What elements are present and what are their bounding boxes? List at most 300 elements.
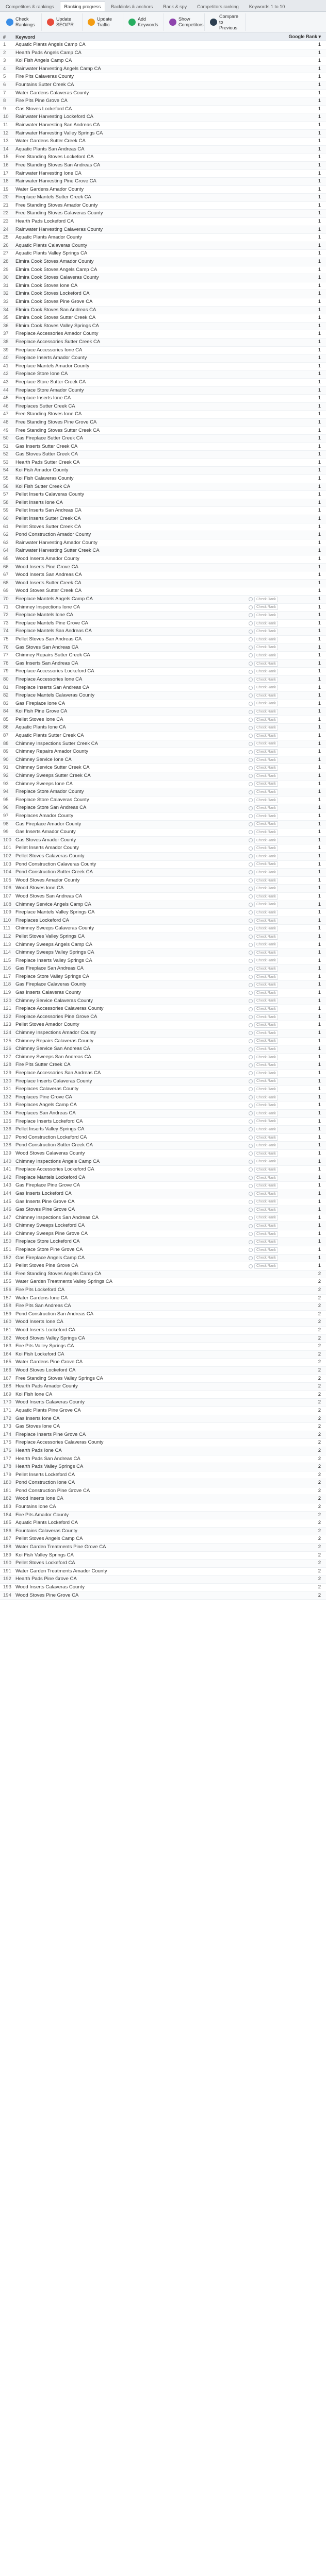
table-row[interactable] (0, 403, 326, 411)
table-row[interactable] (0, 1086, 326, 1094)
check-rank-button[interactable]: Check Rank (254, 1046, 278, 1052)
table-row[interactable] (0, 1318, 326, 1327)
check-rank-button[interactable]: Check Rank (254, 701, 278, 706)
table-row[interactable] (0, 1150, 326, 1158)
check-rank-button[interactable]: Check Rank (254, 934, 278, 940)
table-row[interactable] (0, 154, 326, 162)
radio-icon[interactable] (249, 653, 253, 657)
table-row[interactable] (0, 989, 326, 997)
table-row[interactable] (0, 1535, 326, 1544)
table-row[interactable] (0, 1190, 326, 1198)
radio-icon[interactable] (249, 1208, 253, 1212)
table-row[interactable] (0, 612, 326, 620)
radio-icon[interactable] (249, 597, 253, 601)
radio-icon[interactable] (249, 686, 253, 690)
table-row[interactable] (0, 97, 326, 106)
table-row[interactable] (0, 1415, 326, 1423)
table-row[interactable] (0, 435, 326, 443)
tab-2[interactable]: Backlinks & anchors (111, 4, 153, 9)
table-row[interactable] (0, 411, 326, 419)
check-rank-button[interactable]: Check Rank (254, 765, 278, 771)
check-rank-button[interactable]: Check Rank (254, 1022, 278, 1028)
table-row[interactable] (0, 652, 326, 660)
table-row[interactable] (0, 1487, 326, 1496)
table-row[interactable] (0, 555, 326, 564)
check-rank-button[interactable]: Check Rank (254, 685, 278, 690)
radio-icon[interactable] (249, 782, 253, 786)
check-rank-button[interactable]: Check Rank (254, 1071, 278, 1076)
radio-icon[interactable] (249, 693, 253, 698)
radio-icon[interactable] (249, 1079, 253, 1083)
radio-icon[interactable] (249, 822, 253, 826)
table-row[interactable] (0, 459, 326, 467)
table-row[interactable] (0, 1575, 326, 1584)
table-row[interactable] (0, 1005, 326, 1013)
check-rank-button[interactable]: Check Rank (254, 1127, 278, 1132)
table-row[interactable] (0, 1383, 326, 1391)
table-row[interactable] (0, 1375, 326, 1383)
radio-icon[interactable] (249, 1039, 253, 1043)
check-rank-button[interactable]: Check Rank (254, 982, 278, 988)
radio-icon[interactable] (249, 903, 253, 907)
tab-5[interactable]: Keywords 1 to 10 (249, 4, 285, 9)
table-row[interactable] (0, 1158, 326, 1166)
table-row[interactable] (0, 1327, 326, 1335)
table-row[interactable] (0, 1278, 326, 1286)
table-row[interactable] (0, 1471, 326, 1480)
check-rank-button[interactable]: Check Rank (254, 821, 278, 827)
table-row[interactable] (0, 467, 326, 475)
table-row[interactable] (0, 716, 326, 724)
check-rank-button[interactable]: Check Rank (254, 1111, 278, 1116)
radio-icon[interactable] (249, 806, 253, 810)
table-row[interactable] (0, 539, 326, 548)
table-row[interactable] (0, 370, 326, 379)
table-row[interactable] (0, 1061, 326, 1070)
table-row[interactable] (0, 1174, 326, 1182)
tab-4[interactable]: Competitors ranking (197, 4, 239, 9)
radio-icon[interactable] (249, 878, 253, 883)
table-row[interactable] (0, 1552, 326, 1560)
table-row[interactable] (0, 170, 326, 178)
radio-icon[interactable] (249, 1160, 253, 1164)
table-row[interactable] (0, 218, 326, 226)
table-row[interactable] (0, 973, 326, 981)
table-row[interactable] (0, 1045, 326, 1054)
table-row[interactable] (0, 531, 326, 539)
radio-icon[interactable] (249, 887, 253, 891)
table-row[interactable] (0, 363, 326, 371)
table-row[interactable] (0, 732, 326, 740)
check-rank-button[interactable]: Check Rank (254, 629, 278, 634)
check-rank-button[interactable]: Check Rank (254, 1118, 278, 1124)
radio-icon[interactable] (249, 1151, 253, 1156)
radio-icon[interactable] (249, 1224, 253, 1228)
radio-icon[interactable] (249, 758, 253, 762)
check-rank-button[interactable]: Check Rank (254, 910, 278, 916)
table-row[interactable] (0, 1118, 326, 1126)
table-row[interactable] (0, 692, 326, 700)
table-row[interactable] (0, 1182, 326, 1190)
radio-icon[interactable] (249, 774, 253, 778)
check-rank-button[interactable]: Check Rank (254, 781, 278, 787)
table-row[interactable] (0, 837, 326, 845)
table-row[interactable] (0, 636, 326, 644)
table-row[interactable] (0, 1286, 326, 1295)
radio-icon[interactable] (249, 1216, 253, 1220)
table-row[interactable] (0, 1013, 326, 1022)
radio-icon[interactable] (249, 1015, 253, 1019)
check-rank-button[interactable]: Check Rank (254, 1038, 278, 1044)
check-rank-button[interactable]: Check Rank (254, 1143, 278, 1148)
check-rank-button[interactable]: Check Rank (254, 854, 278, 859)
table-row[interactable] (0, 772, 326, 781)
radio-icon[interactable] (249, 726, 253, 730)
radio-icon[interactable] (249, 1184, 253, 1188)
check-rank-button[interactable]: Check Rank (254, 798, 278, 803)
table-row[interactable] (0, 660, 326, 668)
toolbar-button-1[interactable] (44, 13, 83, 31)
table-row[interactable] (0, 1584, 326, 1592)
table-row[interactable] (0, 1447, 326, 1455)
table-row[interactable] (0, 1544, 326, 1552)
check-rank-button[interactable]: Check Rank (254, 653, 278, 658)
check-rank-button[interactable]: Check Rank (254, 1062, 278, 1068)
radio-icon[interactable] (249, 1264, 253, 1268)
check-rank-button[interactable]: Check Rank (254, 1199, 278, 1205)
radio-icon[interactable] (249, 1256, 253, 1260)
table-row[interactable] (0, 1230, 326, 1239)
table-row[interactable] (0, 499, 326, 507)
radio-icon[interactable] (249, 742, 253, 746)
table-row[interactable] (0, 258, 326, 266)
table-row[interactable] (0, 1431, 326, 1439)
check-rank-button[interactable]: Check Rank (254, 974, 278, 980)
radio-icon[interactable] (249, 637, 253, 641)
toolbar-button-0[interactable] (3, 13, 42, 31)
table-row[interactable] (0, 1592, 326, 1600)
toolbar-button-2[interactable] (85, 13, 123, 31)
check-rank-button[interactable]: Check Rank (254, 733, 278, 739)
table-row[interactable] (0, 861, 326, 869)
radio-icon[interactable] (249, 870, 253, 874)
radio-icon[interactable] (249, 975, 253, 979)
table-row[interactable] (0, 274, 326, 282)
table-row[interactable] (0, 684, 326, 692)
radio-icon[interactable] (249, 734, 253, 738)
table-row[interactable] (0, 676, 326, 684)
check-rank-button[interactable]: Check Rank (254, 814, 278, 819)
radio-icon[interactable] (249, 1104, 253, 1108)
check-rank-button[interactable]: Check Rank (254, 1255, 278, 1261)
radio-icon[interactable] (249, 838, 253, 842)
table-row[interactable] (0, 242, 326, 250)
table-row[interactable] (0, 1455, 326, 1464)
check-rank-button[interactable]: Check Rank (254, 1215, 278, 1221)
radio-icon[interactable] (249, 1127, 253, 1131)
radio-icon[interactable] (249, 1232, 253, 1236)
table-row[interactable] (0, 1198, 326, 1207)
table-row[interactable] (0, 49, 326, 58)
table-row[interactable] (0, 234, 326, 242)
table-row[interactable] (0, 1335, 326, 1343)
radio-icon[interactable] (249, 830, 253, 834)
table-row[interactable] (0, 804, 326, 812)
table-row[interactable] (0, 933, 326, 941)
table-row[interactable] (0, 740, 326, 749)
table-row[interactable] (0, 1311, 326, 1319)
table-row[interactable] (0, 1391, 326, 1399)
table-row[interactable] (0, 523, 326, 532)
radio-icon[interactable] (249, 1248, 253, 1252)
table-row[interactable] (0, 620, 326, 628)
column-header-keyword[interactable]: Keyword (15, 34, 36, 40)
check-rank-button[interactable]: Check Rank (254, 1103, 278, 1108)
check-rank-button[interactable]: Check Rank (254, 1135, 278, 1141)
check-rank-button[interactable]: Check Rank (254, 773, 278, 779)
table-row[interactable] (0, 821, 326, 829)
table-row[interactable] (0, 419, 326, 427)
table-row[interactable] (0, 330, 326, 338)
tab-0[interactable]: Competitors & rankings (6, 4, 54, 9)
table-row[interactable] (0, 547, 326, 555)
table-row[interactable] (0, 925, 326, 933)
radio-icon[interactable] (249, 1120, 253, 1124)
table-row[interactable] (0, 869, 326, 877)
check-rank-button[interactable]: Check Rank (254, 757, 278, 763)
table-row[interactable] (0, 668, 326, 676)
radio-icon[interactable] (249, 910, 253, 914)
table-row[interactable] (0, 1029, 326, 1038)
radio-icon[interactable] (249, 935, 253, 939)
radio-icon[interactable] (249, 814, 253, 818)
check-rank-button[interactable]: Check Rank (254, 878, 278, 884)
table-row[interactable] (0, 764, 326, 772)
radio-icon[interactable] (249, 1192, 253, 1196)
radio-icon[interactable] (249, 1007, 253, 1011)
radio-icon[interactable] (249, 927, 253, 931)
check-rank-button[interactable]: Check Rank (254, 861, 278, 867)
table-row[interactable] (0, 338, 326, 347)
radio-icon[interactable] (249, 983, 253, 987)
table-row[interactable] (0, 1246, 326, 1255)
table-row[interactable] (0, 724, 326, 732)
table-row[interactable] (0, 1054, 326, 1062)
table-row[interactable] (0, 1101, 326, 1110)
table-row[interactable] (0, 507, 326, 515)
check-rank-button[interactable]: Check Rank (254, 1055, 278, 1060)
table-row[interactable] (0, 515, 326, 523)
radio-icon[interactable] (249, 1023, 253, 1027)
check-rank-button[interactable]: Check Rank (254, 789, 278, 795)
table-row[interactable] (0, 1528, 326, 1536)
check-rank-button[interactable]: Check Rank (254, 613, 278, 618)
table-row[interactable] (0, 395, 326, 403)
table-row[interactable] (0, 604, 326, 612)
check-rank-button[interactable]: Check Rank (254, 926, 278, 931)
table-row[interactable] (0, 1021, 326, 1029)
table-row[interactable] (0, 226, 326, 234)
column-header-number[interactable]: # (3, 34, 6, 40)
table-row[interactable] (0, 981, 326, 989)
table-row[interactable] (0, 571, 326, 580)
radio-icon[interactable] (249, 1031, 253, 1035)
radio-icon[interactable] (249, 1095, 253, 1099)
check-rank-button[interactable]: Check Rank (254, 709, 278, 715)
check-rank-button[interactable]: Check Rank (254, 990, 278, 996)
radio-icon[interactable] (249, 1176, 253, 1180)
table-row[interactable] (0, 628, 326, 636)
radio-icon[interactable] (249, 621, 253, 625)
check-rank-button[interactable]: Check Rank (254, 597, 278, 602)
check-rank-button[interactable]: Check Rank (254, 693, 278, 699)
table-row[interactable] (0, 909, 326, 917)
table-row[interactable] (0, 186, 326, 194)
table-row[interactable] (0, 475, 326, 483)
table-row[interactable] (0, 298, 326, 307)
table-row[interactable] (0, 1126, 326, 1134)
check-rank-button[interactable]: Check Rank (254, 1247, 278, 1253)
table-row[interactable] (0, 1479, 326, 1487)
check-rank-button[interactable]: Check Rank (254, 870, 278, 875)
table-row[interactable] (0, 1070, 326, 1078)
check-rank-button[interactable]: Check Rank (254, 838, 278, 843)
radio-icon[interactable] (249, 710, 253, 714)
table-row[interactable] (0, 708, 326, 716)
check-rank-button[interactable]: Check Rank (254, 942, 278, 947)
radio-icon[interactable] (249, 702, 253, 706)
check-rank-button[interactable]: Check Rank (254, 1030, 278, 1036)
table-row[interactable] (0, 1238, 326, 1246)
table-row[interactable] (0, 1038, 326, 1046)
check-rank-button[interactable]: Check Rank (254, 1223, 278, 1229)
check-rank-button[interactable]: Check Rank (254, 1151, 278, 1157)
radio-icon[interactable] (249, 718, 253, 722)
check-rank-button[interactable]: Check Rank (254, 621, 278, 626)
table-row[interactable] (0, 162, 326, 170)
radio-icon[interactable] (249, 854, 253, 858)
table-row[interactable] (0, 1166, 326, 1174)
table-row[interactable] (0, 483, 326, 492)
radio-icon[interactable] (249, 999, 253, 1003)
check-rank-button[interactable]: Check Rank (254, 717, 278, 723)
table-row[interactable] (0, 587, 326, 596)
check-rank-button[interactable]: Check Rank (254, 725, 278, 731)
table-row[interactable] (0, 73, 326, 81)
radio-icon[interactable] (249, 1111, 253, 1115)
table-row[interactable] (0, 957, 326, 965)
check-rank-button[interactable]: Check Rank (254, 749, 278, 755)
check-rank-button[interactable]: Check Rank (254, 886, 278, 891)
check-rank-button[interactable]: Check Rank (254, 677, 278, 683)
check-rank-button[interactable]: Check Rank (254, 829, 278, 835)
table-row[interactable] (0, 347, 326, 355)
table-row[interactable] (0, 113, 326, 122)
table-row[interactable] (0, 194, 326, 202)
table-row[interactable] (0, 1270, 326, 1279)
column-header-google-rank[interactable]: Google Rank ▾ (288, 34, 321, 39)
radio-icon[interactable] (249, 951, 253, 955)
check-rank-button[interactable]: Check Rank (254, 1175, 278, 1181)
table-row[interactable] (0, 788, 326, 796)
table-row[interactable] (0, 266, 326, 275)
table-row[interactable] (0, 1568, 326, 1576)
check-rank-button[interactable]: Check Rank (254, 604, 278, 610)
radio-icon[interactable] (249, 630, 253, 634)
table-row[interactable] (0, 146, 326, 154)
table-row[interactable] (0, 1519, 326, 1528)
check-rank-button[interactable]: Check Rank (254, 894, 278, 900)
radio-icon[interactable] (249, 670, 253, 674)
table-row[interactable] (0, 893, 326, 901)
table-row[interactable] (0, 1503, 326, 1512)
toolbar-button-3[interactable] (125, 13, 164, 31)
table-row[interactable] (0, 290, 326, 298)
check-rank-button[interactable]: Check Rank (254, 950, 278, 956)
table-row[interactable] (0, 1512, 326, 1520)
table-row[interactable] (0, 1110, 326, 1118)
radio-icon[interactable] (249, 766, 253, 770)
table-row[interactable] (0, 57, 326, 65)
table-row[interactable] (0, 138, 326, 146)
check-rank-button[interactable]: Check Rank (254, 1095, 278, 1100)
table-row[interactable] (0, 90, 326, 98)
radio-icon[interactable] (249, 1200, 253, 1204)
check-rank-button[interactable]: Check Rank (254, 1231, 278, 1237)
table-row[interactable] (0, 756, 326, 765)
check-rank-button[interactable]: Check Rank (254, 637, 278, 642)
radio-icon[interactable] (249, 1167, 253, 1172)
table-row[interactable] (0, 1407, 326, 1415)
table-row[interactable] (0, 796, 326, 805)
radio-icon[interactable] (249, 677, 253, 682)
table-row[interactable] (0, 41, 326, 49)
toolbar-button-5[interactable] (207, 13, 246, 31)
table-row[interactable] (0, 1423, 326, 1431)
radio-icon[interactable] (249, 1063, 253, 1067)
check-rank-button[interactable]: Check Rank (254, 1078, 278, 1084)
table-row[interactable] (0, 1359, 326, 1367)
table-row[interactable] (0, 580, 326, 588)
table-row[interactable] (0, 250, 326, 258)
radio-icon[interactable] (249, 862, 253, 867)
table-row[interactable] (0, 1222, 326, 1230)
check-rank-button[interactable]: Check Rank (254, 645, 278, 650)
table-row[interactable] (0, 1262, 326, 1270)
check-rank-button[interactable]: Check Rank (254, 902, 278, 907)
table-row[interactable] (0, 314, 326, 323)
table-row[interactable] (0, 1302, 326, 1311)
radio-icon[interactable] (249, 1071, 253, 1075)
table-row[interactable] (0, 1078, 326, 1086)
check-rank-button[interactable]: Check Rank (254, 805, 278, 811)
table-row[interactable] (0, 443, 326, 451)
table-row[interactable] (0, 1463, 326, 1471)
table-row[interactable] (0, 877, 326, 885)
check-rank-button[interactable]: Check Rank (254, 845, 278, 851)
table-row[interactable] (0, 1367, 326, 1375)
check-rank-button[interactable]: Check Rank (254, 1159, 278, 1164)
table-row[interactable] (0, 379, 326, 387)
radio-icon[interactable] (249, 1240, 253, 1244)
check-rank-button[interactable]: Check Rank (254, 1263, 278, 1269)
table-row[interactable] (0, 1094, 326, 1102)
table-row[interactable] (0, 282, 326, 291)
radio-icon[interactable] (249, 750, 253, 754)
radio-icon[interactable] (249, 894, 253, 899)
table-row[interactable] (0, 1343, 326, 1351)
radio-icon[interactable] (249, 662, 253, 666)
